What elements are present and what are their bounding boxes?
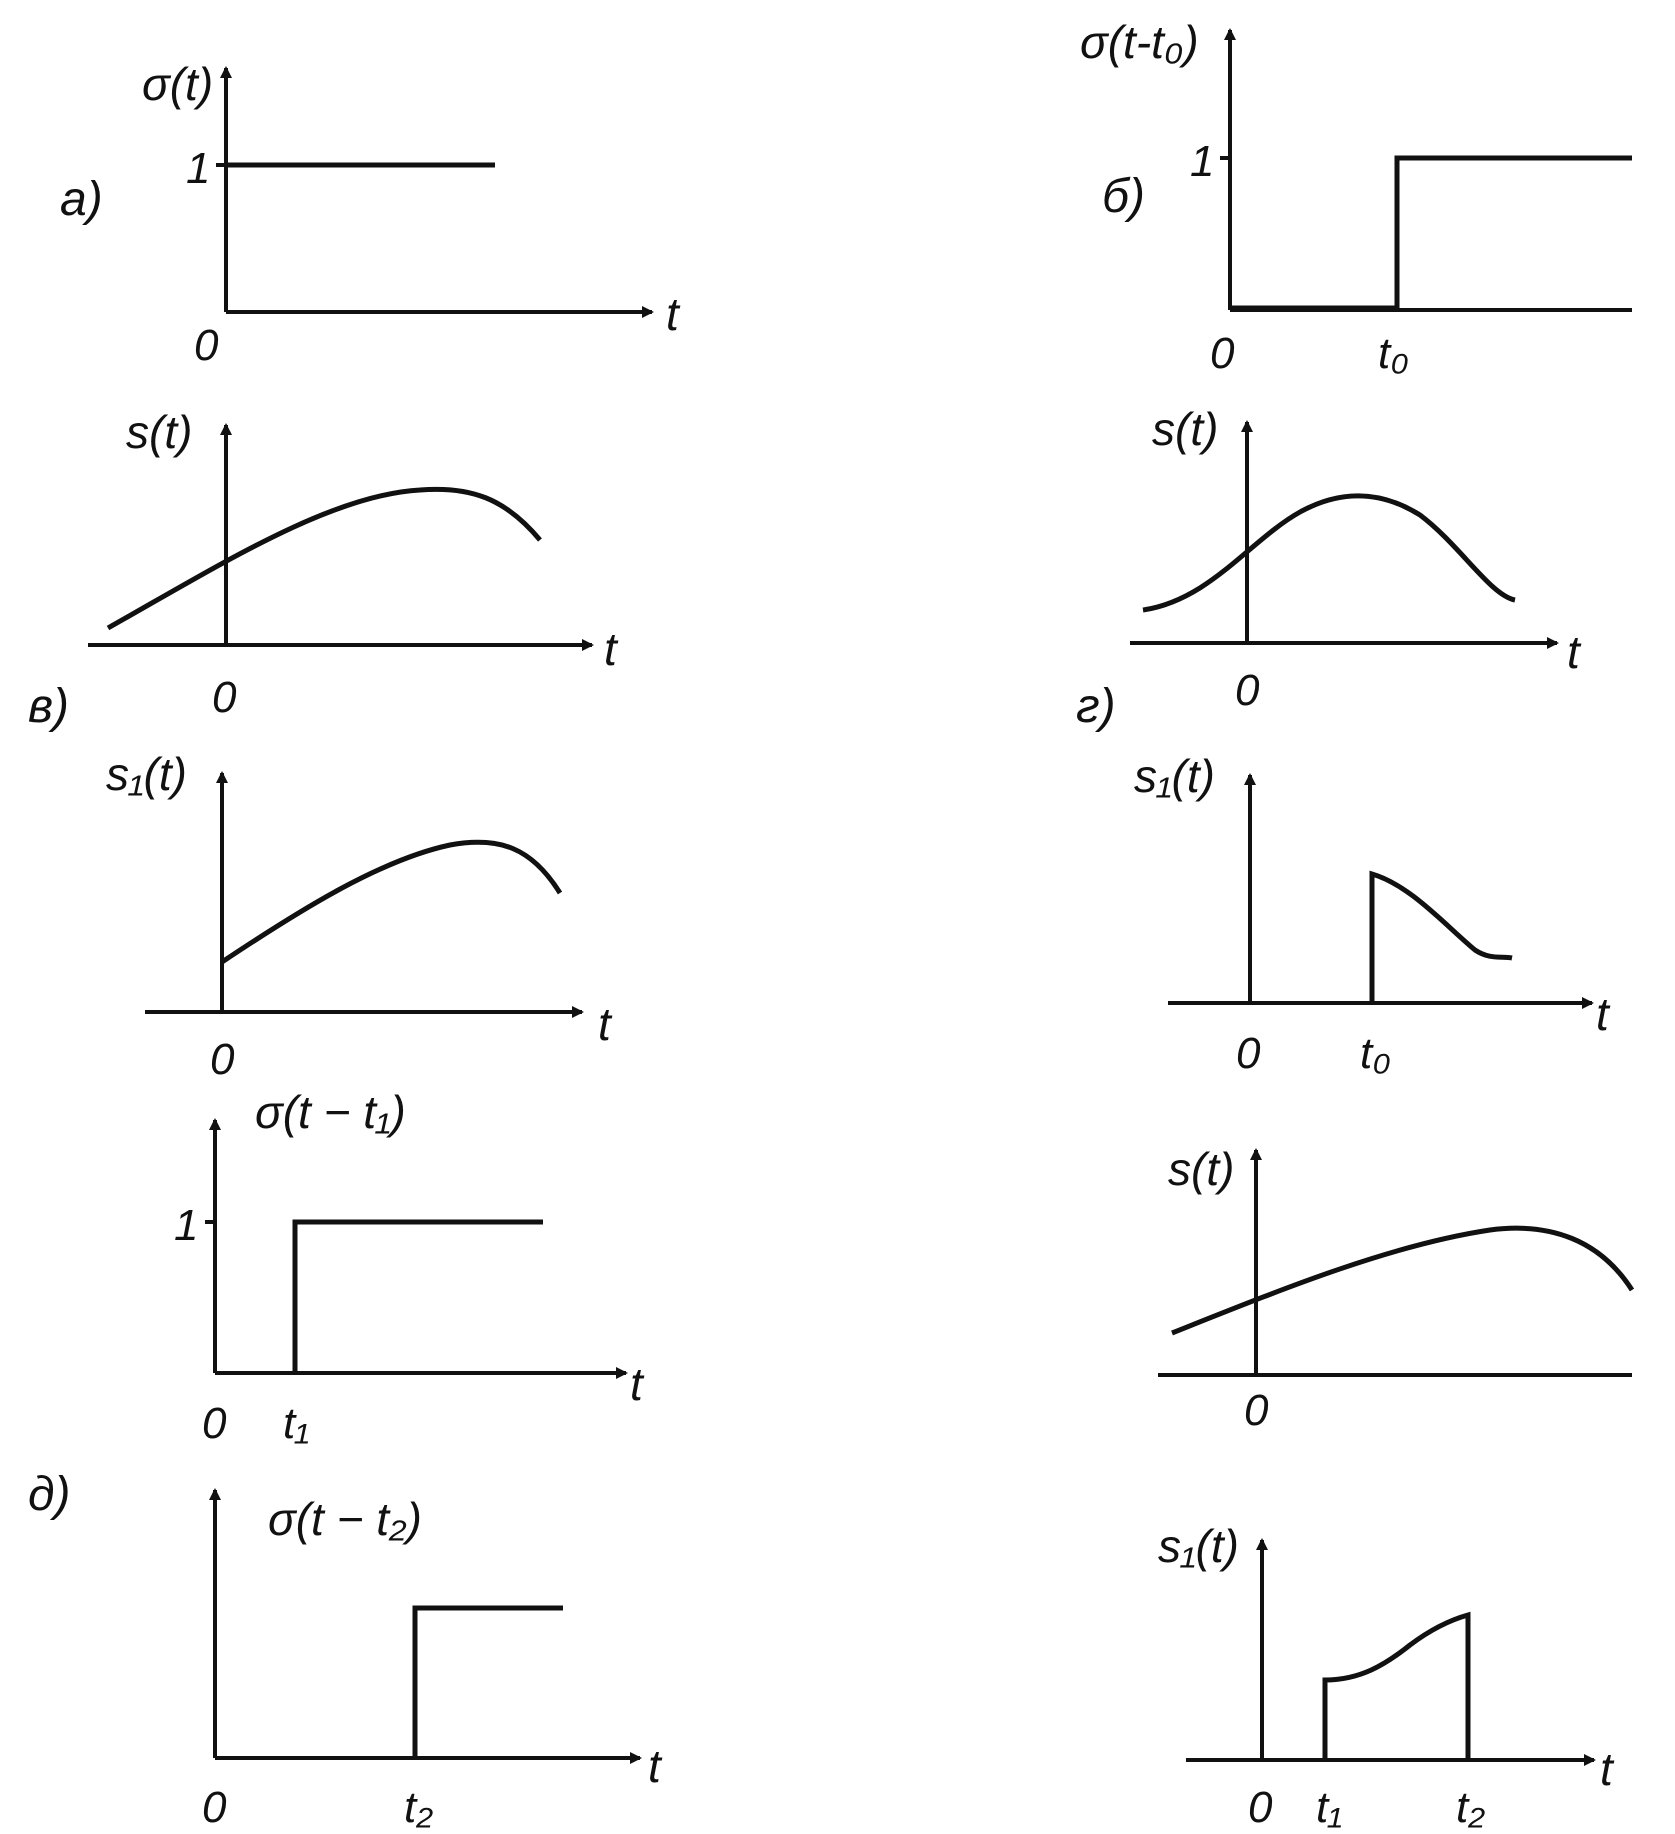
y-axis-label: s(t) bbox=[1168, 1143, 1235, 1195]
step-curve bbox=[295, 1222, 543, 1373]
plot-v-truncated-signal bbox=[106, 748, 613, 1084]
origin-label: 0 bbox=[1210, 329, 1235, 378]
x-axis-label: t bbox=[604, 623, 617, 675]
panel-tag-d: д) bbox=[28, 1468, 71, 1521]
panel-tag-v: в) bbox=[28, 680, 70, 733]
plot-g-signal bbox=[1130, 403, 1582, 715]
origin-label: 0 bbox=[210, 1035, 235, 1084]
x-axis-label: t bbox=[1600, 1743, 1613, 1795]
shift-label: t₁ bbox=[283, 1399, 310, 1448]
plot-v-signal bbox=[88, 406, 619, 722]
signal-curve bbox=[1143, 496, 1515, 610]
signal-curve bbox=[1372, 874, 1512, 1003]
level-label: 1 bbox=[174, 1201, 199, 1250]
y-axis-label: σ(t − t₂) bbox=[268, 1493, 422, 1545]
shift2-label: t₂ bbox=[1456, 1783, 1486, 1832]
x-axis-label: t bbox=[598, 998, 611, 1050]
origin-label: 0 bbox=[202, 1399, 227, 1448]
origin-label: 0 bbox=[1248, 1783, 1273, 1832]
y-axis-label: σ(t) bbox=[142, 58, 214, 110]
plot-g-truncated-signal bbox=[1134, 750, 1611, 1078]
panel-tag-g: г) bbox=[1076, 680, 1116, 733]
shift-label: t₂ bbox=[404, 1783, 434, 1832]
plot-b-shifted-step bbox=[1080, 16, 1632, 378]
plot-d-signal bbox=[1158, 1143, 1632, 1435]
origin-label: 0 bbox=[1244, 1386, 1269, 1435]
level-label: 1 bbox=[1190, 137, 1215, 186]
y-axis-label: s(t) bbox=[126, 406, 193, 458]
shift-label: t₀ bbox=[1378, 329, 1409, 378]
signal-curve bbox=[222, 842, 560, 962]
x-axis-label: t bbox=[630, 1358, 643, 1410]
level-label: 1 bbox=[186, 144, 211, 193]
plot-d-windowed-signal bbox=[1158, 1520, 1615, 1832]
plot-a-unit-step bbox=[142, 58, 681, 370]
origin-label: 0 bbox=[1236, 1029, 1261, 1078]
plot-d-step-t1 bbox=[174, 1086, 645, 1448]
shift-label: t₀ bbox=[1360, 1029, 1391, 1078]
signal-curve bbox=[108, 489, 540, 628]
signal-curve bbox=[1172, 1228, 1632, 1333]
panel-tag-b: б) bbox=[1102, 170, 1145, 223]
plot-d-step-t2 bbox=[202, 1490, 663, 1832]
y-axis-label: σ(t − t₁) bbox=[255, 1086, 406, 1138]
origin-label: 0 bbox=[1235, 666, 1260, 715]
origin-label: 0 bbox=[202, 1783, 227, 1832]
x-axis-label: t bbox=[1596, 988, 1609, 1040]
origin-label: 0 bbox=[212, 673, 237, 722]
x-axis-label: t bbox=[648, 1740, 661, 1792]
panel-tag-a: а) bbox=[60, 173, 103, 226]
step-curve bbox=[415, 1608, 563, 1758]
shift1-label: t₁ bbox=[1316, 1783, 1343, 1832]
step-curve bbox=[1230, 158, 1632, 308]
y-axis-label: σ(t-t₀) bbox=[1080, 16, 1199, 68]
y-axis-label: s₁(t) bbox=[106, 748, 187, 800]
y-axis-label: s₁(t) bbox=[1134, 750, 1215, 802]
x-axis-label: t bbox=[666, 288, 679, 340]
y-axis-label: s(t) bbox=[1152, 403, 1219, 455]
y-axis-label: s₁(t) bbox=[1158, 1520, 1239, 1572]
signal-curve bbox=[1325, 1615, 1468, 1760]
x-axis-label: t bbox=[1567, 626, 1580, 678]
origin-label: 0 bbox=[194, 321, 219, 370]
